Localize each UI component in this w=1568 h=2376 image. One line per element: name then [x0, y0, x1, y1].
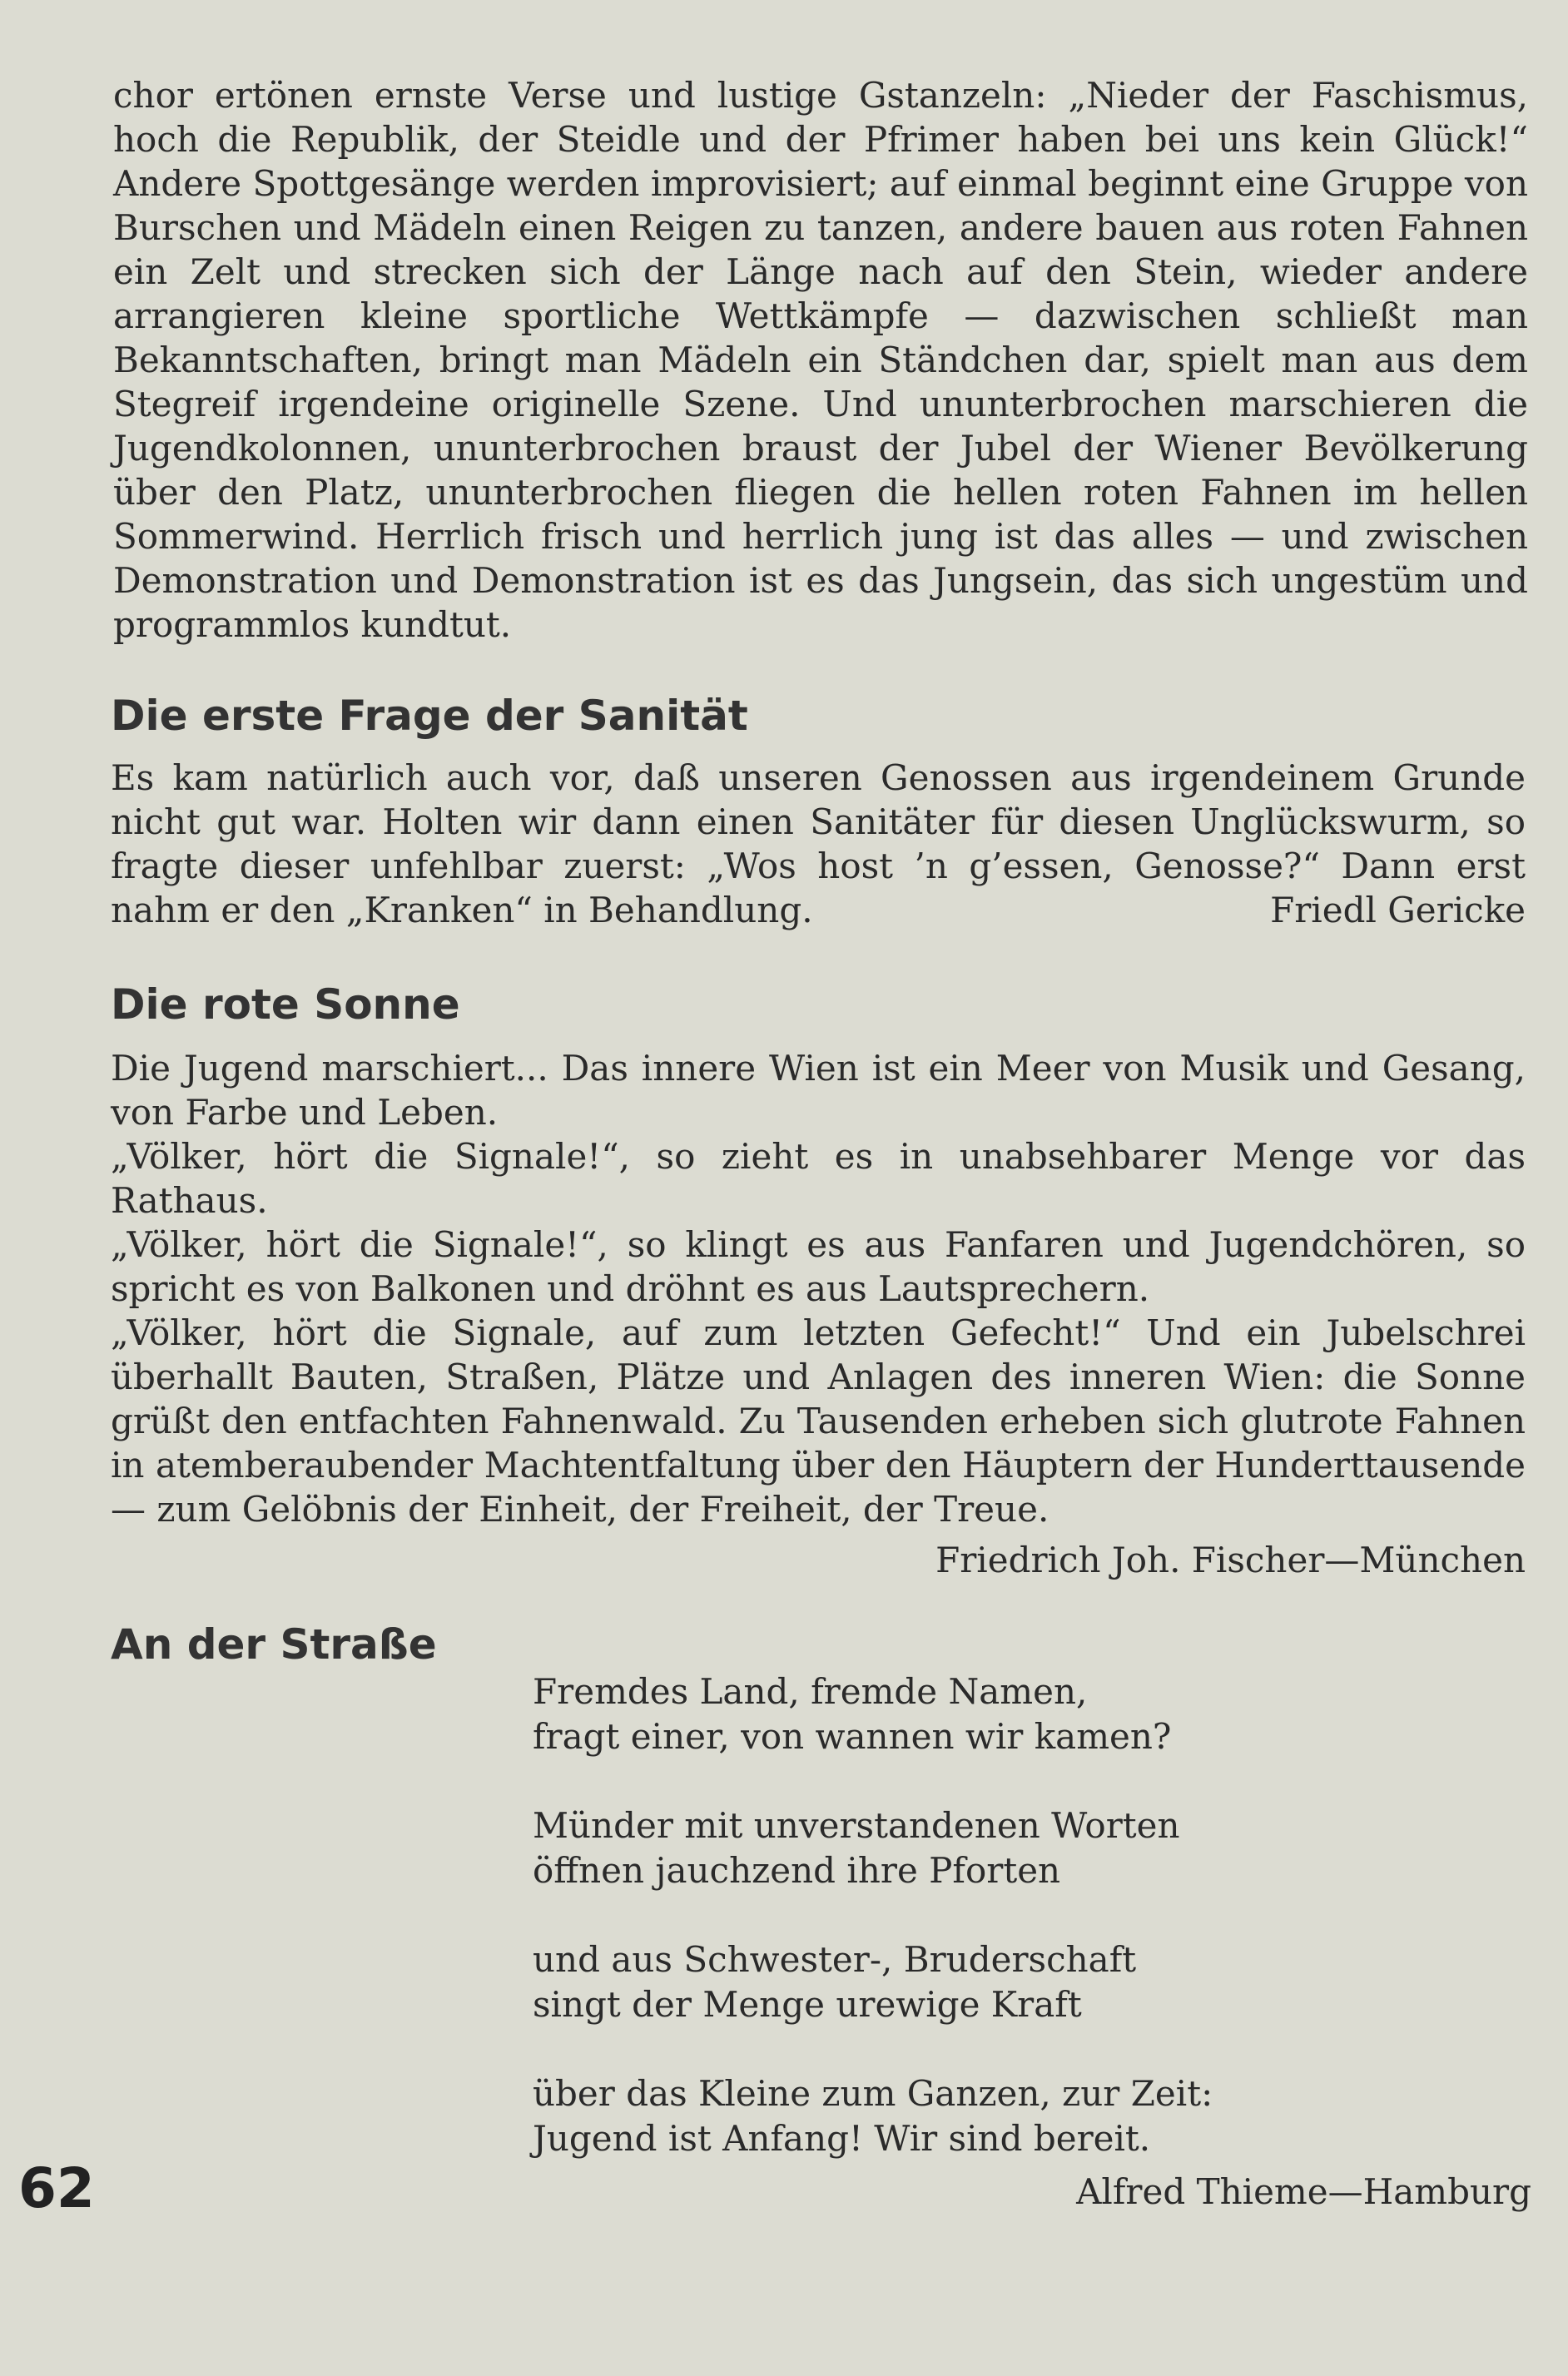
- intro-section: [113, 73, 1528, 647]
- poem-line: singt der Menge urewige Kraft: [533, 1984, 1082, 2025]
- poem-line: und aus Schwester-, Bruderschaft: [533, 1939, 1137, 1980]
- section-paragraph: „Völker, hört die Signale, auf zum letzten Gefecht!“ Und ein Jubelschrei überhallt Bauten, Straßen, Plätze und Anlagen des inneren Wien: die Sonne grüßt den entfachten Fahnenwald. Zu Tausenden erheben sich glutrote Fahnen in atemberaubender Machtentfaltung über den Häuptern der Hunderttausende — zum Gelöbnis der Einheit, der Freiheit, der Treue.: [111, 1312, 1526, 1530]
- section-strasse: [111, 1620, 1526, 1669]
- poem-stanza: [533, 1669, 1490, 1759]
- poem-stanza: [533, 2071, 1490, 2161]
- section-heading: Die rote Sonne: [111, 980, 460, 1029]
- section-heading: Die erste Frage der Sanität: [111, 692, 748, 740]
- poem-line: Münder mit unverstandenen Worten: [533, 1805, 1180, 1846]
- poem-stanza: [533, 1937, 1490, 2027]
- section-paragraph: Es kam natürlich auch vor, daß unseren Genossen aus irgendeinem Grunde nicht gut war. Holten wir dann einen Sanitäter für diesen Unglückswurm, so fragte dieser unfehlbar zuerst: „Wos host ’n g’essen, Genosse?“ Dann erst nahm er den „Kranken“ in Behandlung.: [111, 757, 1526, 930]
- page-number: 62: [18, 2156, 95, 2220]
- poem-line: Jugend ist Anfang! Wir sind bereit.: [533, 2118, 1151, 2159]
- poem-author: Alfred Thieme—Hamburg: [1076, 2171, 1531, 2212]
- section-sanitaet: [111, 691, 1526, 932]
- poem-line: über das Kleine zum Ganzen, zur Zeit:: [533, 2073, 1213, 2114]
- section-paragraph: Die Jugend marschiert... Das innere Wien ist ein Meer von Musik und Gesang, von Farbe und Leben.: [111, 1048, 1526, 1133]
- section-author: Friedrich Joh. Fischer—München: [935, 1540, 1526, 1580]
- section-heading: An der Straße: [111, 1620, 437, 1669]
- poem: [533, 1669, 1490, 2205]
- section-author: Friedl Gericke: [1270, 890, 1526, 930]
- poem-line: Fremdes Land, fremde Namen,: [533, 1671, 1088, 1712]
- poem-stanza: [533, 1803, 1490, 1893]
- poem-line: fragt einer, von wannen wir kamen?: [533, 1716, 1172, 1757]
- section-sonne: [111, 980, 1526, 1582]
- section-paragraph: „Völker, hört die Signale!“, so zieht es in unabsehbarer Menge vor das Rathaus.: [111, 1136, 1526, 1221]
- section-paragraph: „Völker, hört die Signale!“, so klingt es aus Fanfaren und Jugendchören, so spricht es von Balkonen und dröhnt es aus Lautsprechern.: [111, 1224, 1526, 1309]
- intro-paragraph: chor ertönen ernste Verse und lustige Gstanzeln: „Nieder der Faschismus, hoch die Republik, der Steidle und der Pfrimer haben bei uns kein Glück!“ Andere Spottgesänge werden improvisiert; auf einmal beginnt eine Gruppe von Burschen und Mädeln einen Reigen zu tanzen, andere bauen aus roten Fahnen ein Zelt und strecken sich der Länge nach auf den Stein, wieder andere arrangieren kleine sportliche Wettkämpfe — dazwischen schließt man Bekanntschaften, bringt man Mädeln ein Ständchen dar, spielt man aus dem Stegreif irgendeine originelle Szene. Und ununterbrochen marschieren die Jugendkolonnen, ununterbrochen braust der Jubel der Wiener Bevölkerung über den Platz, ununterbrochen fliegen die hellen roten Fahnen im hellen Sommerwind. Herrlich frisch und herrlich jung ist das alles — und zwischen Demonstration und Demonstration ist es das Jungsein, das sich ungestüm und programmlos kundtut.: [113, 75, 1528, 645]
- poem-line: öffnen jauchzend ihre Pforten: [533, 1850, 1061, 1891]
